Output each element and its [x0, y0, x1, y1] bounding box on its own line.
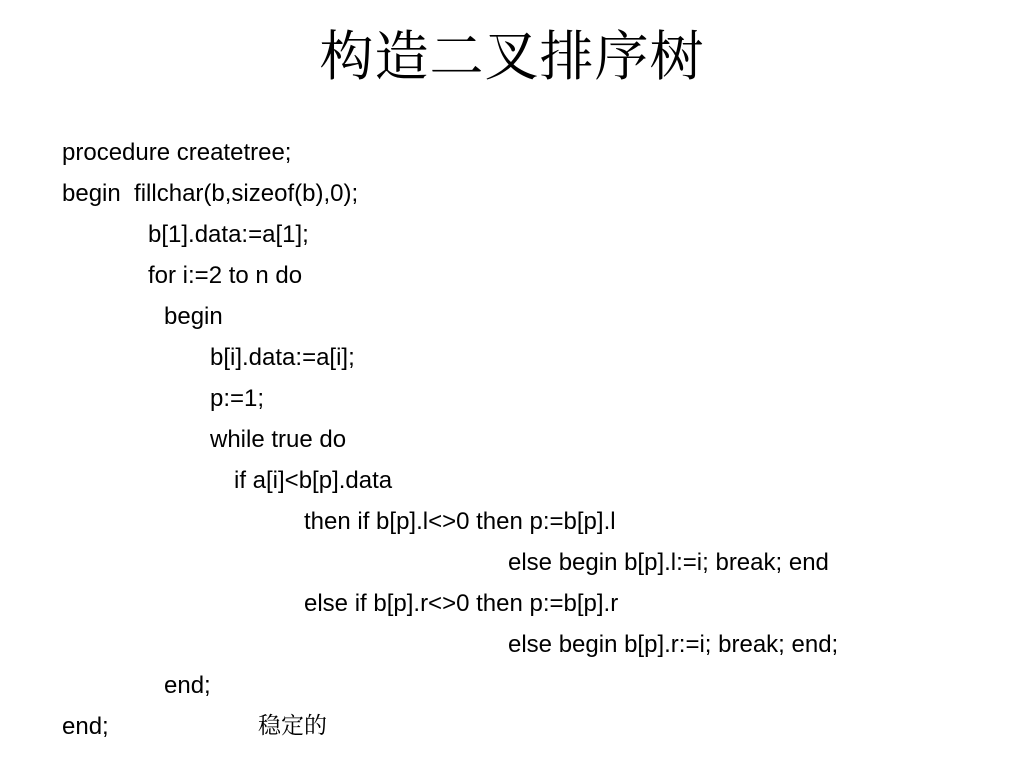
code-line-12: else if b[p].r<>0 then p:=b[p].r: [304, 590, 619, 617]
code-line-9: if a[i]<b[p].data: [234, 467, 393, 494]
code-line-5: begin: [164, 303, 223, 330]
code-line-3: b[1].data:=a[1];: [148, 221, 309, 248]
code-line-10: then if b[p].l<>0 then p:=b[p].l: [304, 508, 616, 535]
code-line-1: procedure createtree;: [62, 139, 292, 166]
code-line-7: p:=1;: [210, 385, 265, 412]
code-line-11: else begin b[p].l:=i; break; end: [508, 549, 829, 576]
slide-title: 构造二叉排序树: [319, 25, 705, 88]
code-line-2: begin fillchar(b,sizeof(b),0);: [62, 180, 359, 207]
code-line-15: end;: [62, 713, 109, 740]
code-line-13: else begin b[p].r:=i; break; end;: [508, 631, 839, 658]
code-line-6: b[i].data:=a[i];: [210, 344, 355, 371]
code-line-4: for i:=2 to n do: [148, 262, 303, 289]
code-line-14: end;: [164, 672, 211, 699]
code-line-8: while true do: [210, 426, 347, 453]
stability-note: 稳定的: [258, 713, 327, 739]
